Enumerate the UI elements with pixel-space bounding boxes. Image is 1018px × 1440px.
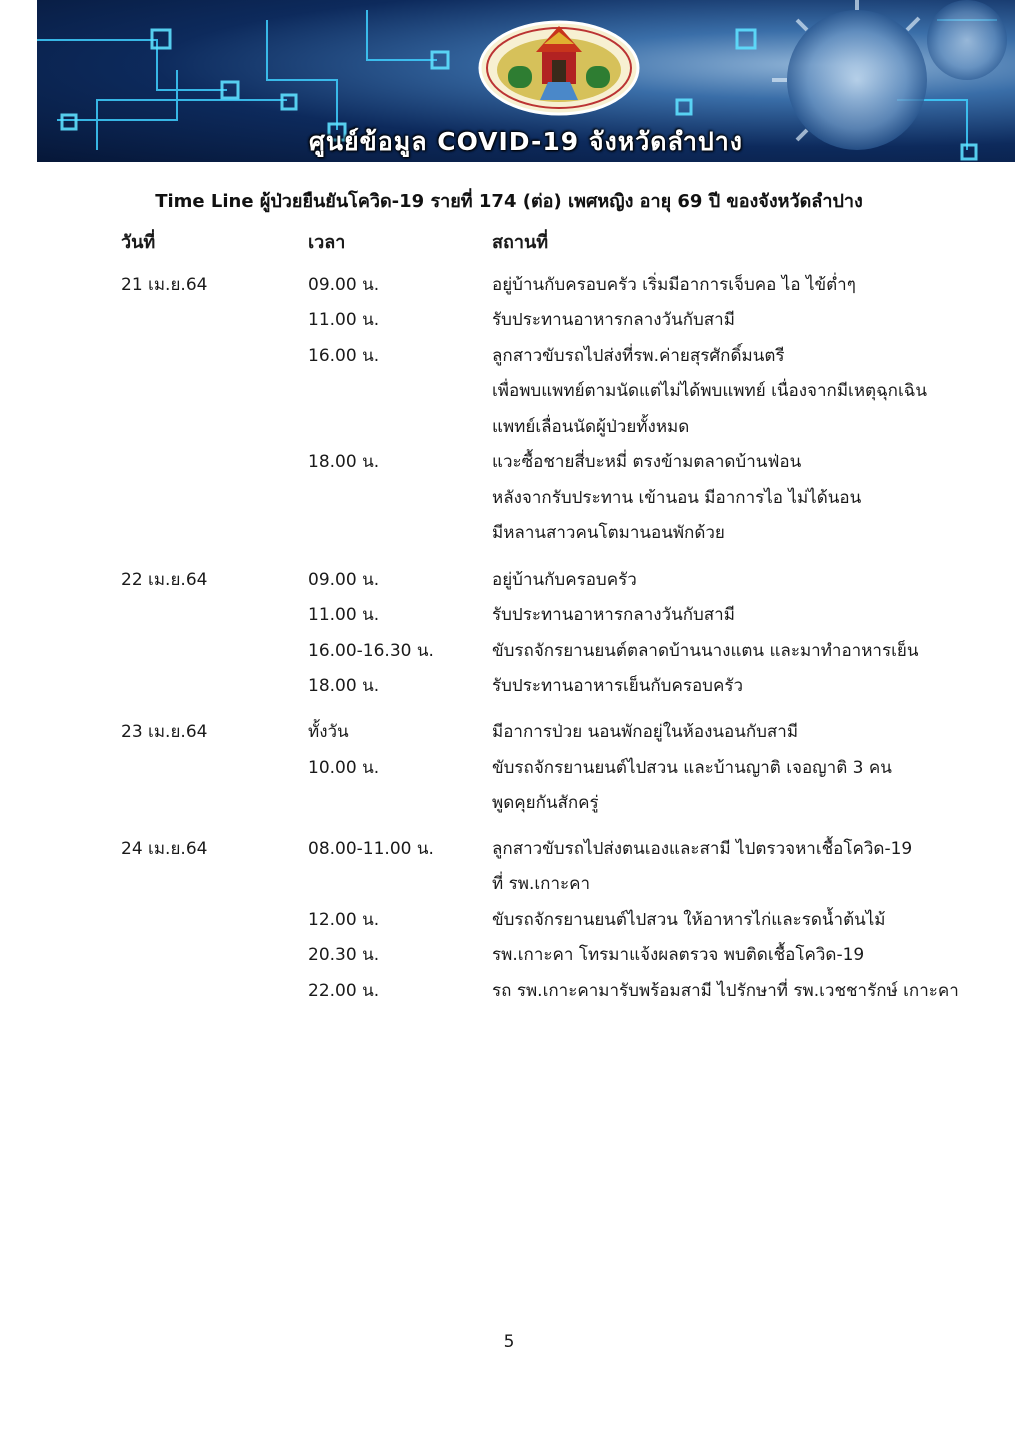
row-place: เพื่อพบแพทย์ตามนัดแต่ไม่ได้พบแพทย์ เนื่องจากมีเหตุฉุกเฉิน: [492, 381, 927, 401]
row-time: 16.00 น.: [308, 346, 380, 366]
row-place: รพ.เกาะคา โทรมาแจ้งผลตรวจ พบติดเชื้อโควิด-19: [492, 945, 865, 965]
row-place: หลังจากรับประทาน เข้านอน มีอาการไอ ไม่ได้นอน: [492, 488, 862, 508]
row-date: 24 เม.ย.64: [121, 839, 208, 859]
row-place: พูดคุยกันสักครู่: [492, 793, 599, 813]
column-header-date: วันที่: [121, 232, 156, 253]
banner-title: ศูนย์ข้อมูล COVID-19 จังหวัดลำปาง: [309, 127, 743, 156]
row-place: อยู่บ้านกับครอบครัว: [492, 570, 637, 590]
row-time: 09.00 น.: [308, 275, 380, 295]
row-time: 11.00 น.: [308, 310, 380, 330]
row-place: ขับรถจักรยานยนต์ไปสวน และบ้านญาติ เจอญาติ 3 คน: [492, 758, 892, 778]
row-place: รับประทานอาหารเย็นกับครอบครัว: [492, 676, 744, 696]
row-place: ขับรถจักรยานยนต์ไปสวน ให้อาหารไก่และรดน้ำต้นไม้: [492, 910, 886, 930]
header-banner: [37, 0, 1015, 162]
row-time: 18.00 น.: [308, 676, 380, 696]
row-date: 21 เม.ย.64: [121, 275, 208, 295]
row-time: 12.00 น.: [308, 910, 380, 930]
row-place: ลูกสาวขับรถไปส่งที่รพ.ค่ายสุรศักดิ์มนตรี: [492, 346, 785, 366]
row-time: ทั้งวัน: [308, 722, 349, 742]
row-time: 08.00-11.00 น.: [308, 839, 434, 859]
column-header-place: สถานที่: [492, 232, 549, 253]
row-place: รถ รพ.เกาะคามารับพร้อมสามี ไปรักษาที่ รพ.เวชชารักษ์ เกาะคา: [492, 981, 959, 1001]
row-place: แพทย์เลื่อนนัดผู้ป่วยทั้งหมด: [492, 417, 690, 437]
row-place: รับประทานอาหารกลางวันกับสามี: [492, 605, 735, 625]
column-header-time: เวลา: [308, 232, 346, 253]
row-place: ลูกสาวขับรถไปส่งตนเองและสามี ไปตรวจหาเชื้อโควิด-19: [492, 839, 913, 859]
row-place: มีหลานสาวคนโตมานอนพักด้วย: [492, 523, 725, 543]
page-number: 5: [503, 1332, 515, 1352]
row-time: 22.00 น.: [308, 981, 380, 1001]
row-time: 10.00 น.: [308, 758, 380, 778]
row-time: 09.00 น.: [308, 570, 380, 590]
row-place: ที่ รพ.เกาะคา: [492, 874, 591, 894]
row-time: 18.00 น.: [308, 452, 380, 472]
row-place: อยู่บ้านกับครอบครัว เริ่มมีอาการเจ็บคอ ไอ ไข้ต่ำๆ: [492, 275, 856, 295]
row-time: 11.00 น.: [308, 605, 380, 625]
document-title: Time Line ผู้ป่วยยืนยันโควิด-19 รายที่ 174 (ต่อ) เพศหญิง อายุ 69 ปี ของจังหวัดลำปาง: [155, 191, 863, 212]
row-date: 22 เม.ย.64: [121, 570, 208, 590]
row-time: 16.00-16.30 น.: [308, 641, 434, 661]
row-place: แวะซื้อชายสี่บะหมี่ ตรงข้ามตลาดบ้านฟ่อน: [492, 452, 802, 472]
row-time: 20.30 น.: [308, 945, 380, 965]
row-place: มีอาการป่วย นอนพักอยู่ในห้องนอนกับสามี: [492, 722, 799, 742]
province-seal-logo: [478, 20, 640, 116]
row-place: รับประทานอาหารกลางวันกับสามี: [492, 310, 735, 330]
row-place: ขับรถจักรยานยนต์ตลาดบ้านนางแตน และมาทำอาหารเย็น: [492, 641, 919, 661]
row-date: 23 เม.ย.64: [121, 722, 208, 742]
